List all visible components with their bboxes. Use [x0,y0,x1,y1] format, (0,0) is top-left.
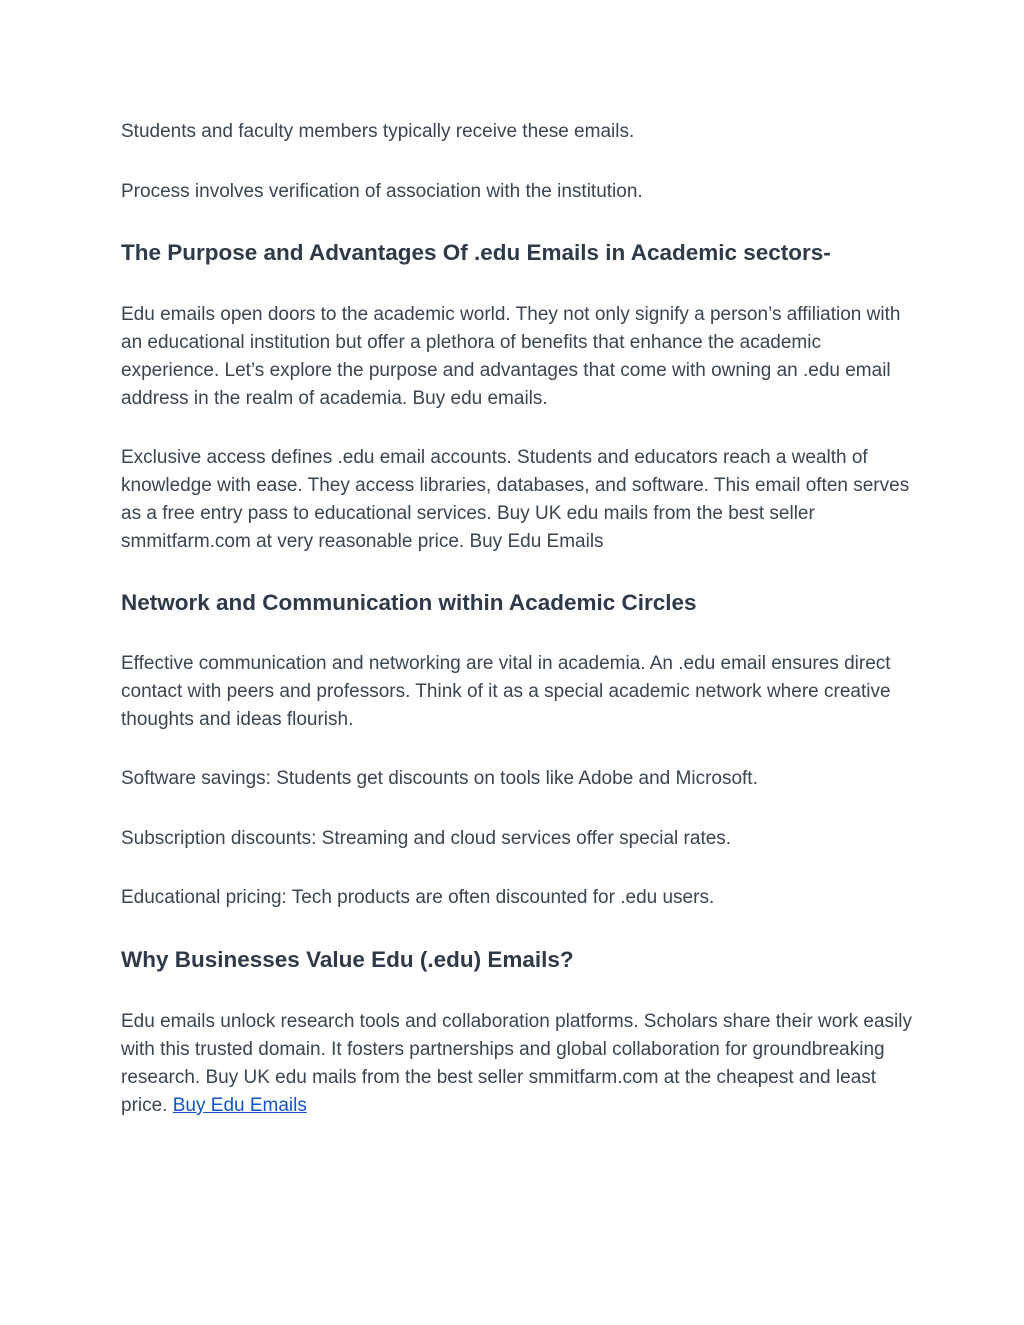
paragraph-educational-pricing: Educational pricing: Tech products are often discounted for .edu users. [121,887,715,908]
paragraph-software-savings: Software savings: Students get discounts on tools like Adobe and Microsoft. [121,768,758,789]
heading-why-businesses-value: Why Businesses Value Edu (.edu) Emails? [121,947,574,972]
paragraph-research-tools [121,1008,921,1120]
paragraph-research-tools-text: Edu emails unlock research tools and collaboration platforms. Scholars share their work easily with this trusted domain. It fosters partnerships and global collaboration for groundbreaking research. Buy UK edu mails from the best seller smmitfarm.com at the cheapest and least price. [121,1011,912,1116]
heading-purpose-advantages: The Purpose and Advantages Of .edu Emails in Academic sectors- [121,240,831,265]
paragraph-recipients: Students and faculty members typically receive these emails. [121,121,635,142]
heading-network-communication: Network and Communication within Academic Circles [121,590,697,615]
paragraph-subscription-discounts: Subscription discounts: Streaming and cloud services offer special rates. [121,828,732,849]
paragraph-doors-academic-world: Edu emails open doors to the academic world. They not only signify a person’s affiliation with an educational institution but offer a plethora of benefits that enhance the academic experience. Let’s explore the purpose and advantages that come with owning an .edu email address in the realm of academia. Buy edu emails. [121,304,901,409]
paragraph-verification: Process involves verification of association with the institution. [121,181,643,202]
paragraph-exclusive-access: Exclusive access defines .edu email accounts. Students and educators reach a wealth of knowledge with ease. They access libraries, databases, and software. This email often serves as a free entry pass to educational services. Buy UK edu mails from the best seller smmitfarm.com at very reasonable price. Buy Edu Emails [121,447,910,552]
buy-edu-emails-link[interactable]: Buy Edu Emails [172,1095,307,1116]
paragraph-effective-communication: Effective communication and networking are vital in academia. An .edu email ensures direct contact with peers and professors. Think of it as a special academic network where creative thoughts and ideas flourish. [121,653,891,730]
